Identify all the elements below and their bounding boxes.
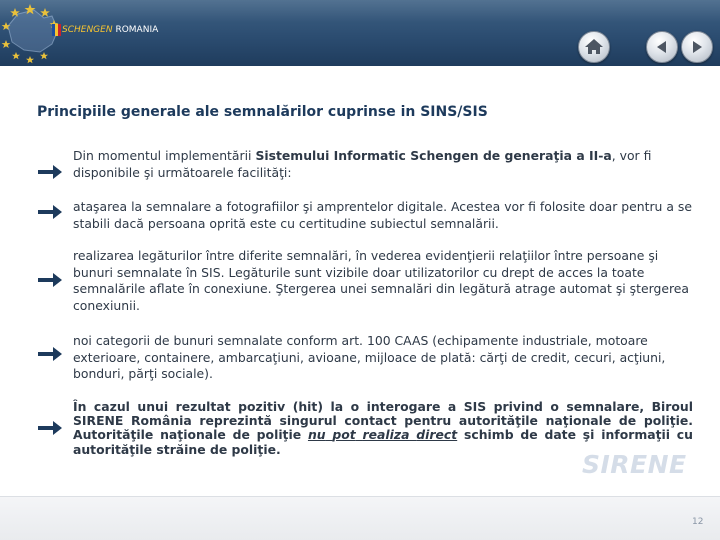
slide-title: Principiile generale ale semnalărilor cuprinse in SINS/SIS [37, 104, 488, 120]
next-slide-button[interactable] [681, 31, 713, 63]
right-arrow-icon [38, 205, 62, 219]
triangle-left-icon [647, 32, 677, 62]
paragraph-photos: ataşarea la semnalare a fotografiilor şi amprentelor digitale. Acestea vor fi folosite doar pentru a se stabili dacă persoana oprită este cu certitudine subiectul semnalării. [73, 199, 692, 231]
paragraph-intro [73, 148, 693, 181]
right-arrow-icon [38, 273, 62, 287]
intro-post: , vor fi disponibile şi următoarele facilităţi: [73, 148, 652, 180]
intro-pre: Din momentul implementării [73, 148, 256, 163]
hit-pre: În cazul unui rezultat pozitiv (hit) la o interogare a SIS privind o semnalare, Biroul SIRENE România reprezintă singurul contact pentru autorităţile naţionale de poliţie. Autorităţile naţionale de poliţie [73, 399, 693, 443]
right-arrow-icon [38, 165, 62, 179]
triangle-right-icon [682, 32, 712, 62]
hit-underlined-pot: pot [332, 427, 356, 443]
hit-underlined-space-2 [356, 427, 363, 442]
previous-slide-button[interactable] [646, 31, 678, 63]
header-bar [0, 0, 720, 66]
brand-country: ROMANIA [115, 25, 159, 35]
paragraph-hit [73, 400, 693, 457]
home-button[interactable] [578, 31, 610, 63]
hit-underlined-realiza: realiza [362, 427, 410, 443]
intro-bold: Sistemului Informatic Schengen de generaţia a II-a [255, 148, 612, 163]
brand-label [62, 25, 158, 35]
footer-band [0, 497, 720, 540]
sirene-watermark: SIRENE [582, 450, 687, 479]
home-icon [579, 32, 609, 62]
paragraph-categories: noi categorii de bunuri semnalate conform art. 100 CAAS (echipamente industriale, motoare exterioare, containere, ambarcaţiuni, avioane, mijloace de plată: cărţi de credit, cecuri, acţiuni, bonduri, părţi sociale). [73, 333, 666, 382]
right-arrow-icon [38, 347, 62, 361]
paragraph-links: realizarea legăturilor între diferite semnalări, în vederea evidenţierii relaţiilor între persoane şi bunuri semnalate în SIS. Legăturile sunt vizibile doar utilizatorilor cu drept de acces la toate semnalările aflate în conexiune. Ştergerea unei semnalări din legătură atrage automat şi ştergerea conexiunii. [73, 248, 689, 313]
hit-underlined-direct: direct [416, 427, 458, 443]
right-arrow-icon [38, 421, 62, 435]
brand-schengen: SCHENGEN [62, 25, 113, 35]
hit-underlined-nu: nu [307, 427, 326, 443]
page-number: 12 [692, 517, 704, 527]
hit-post: schimb de date şi informaţii cu autorităţile străine de poliţie. [73, 427, 693, 457]
